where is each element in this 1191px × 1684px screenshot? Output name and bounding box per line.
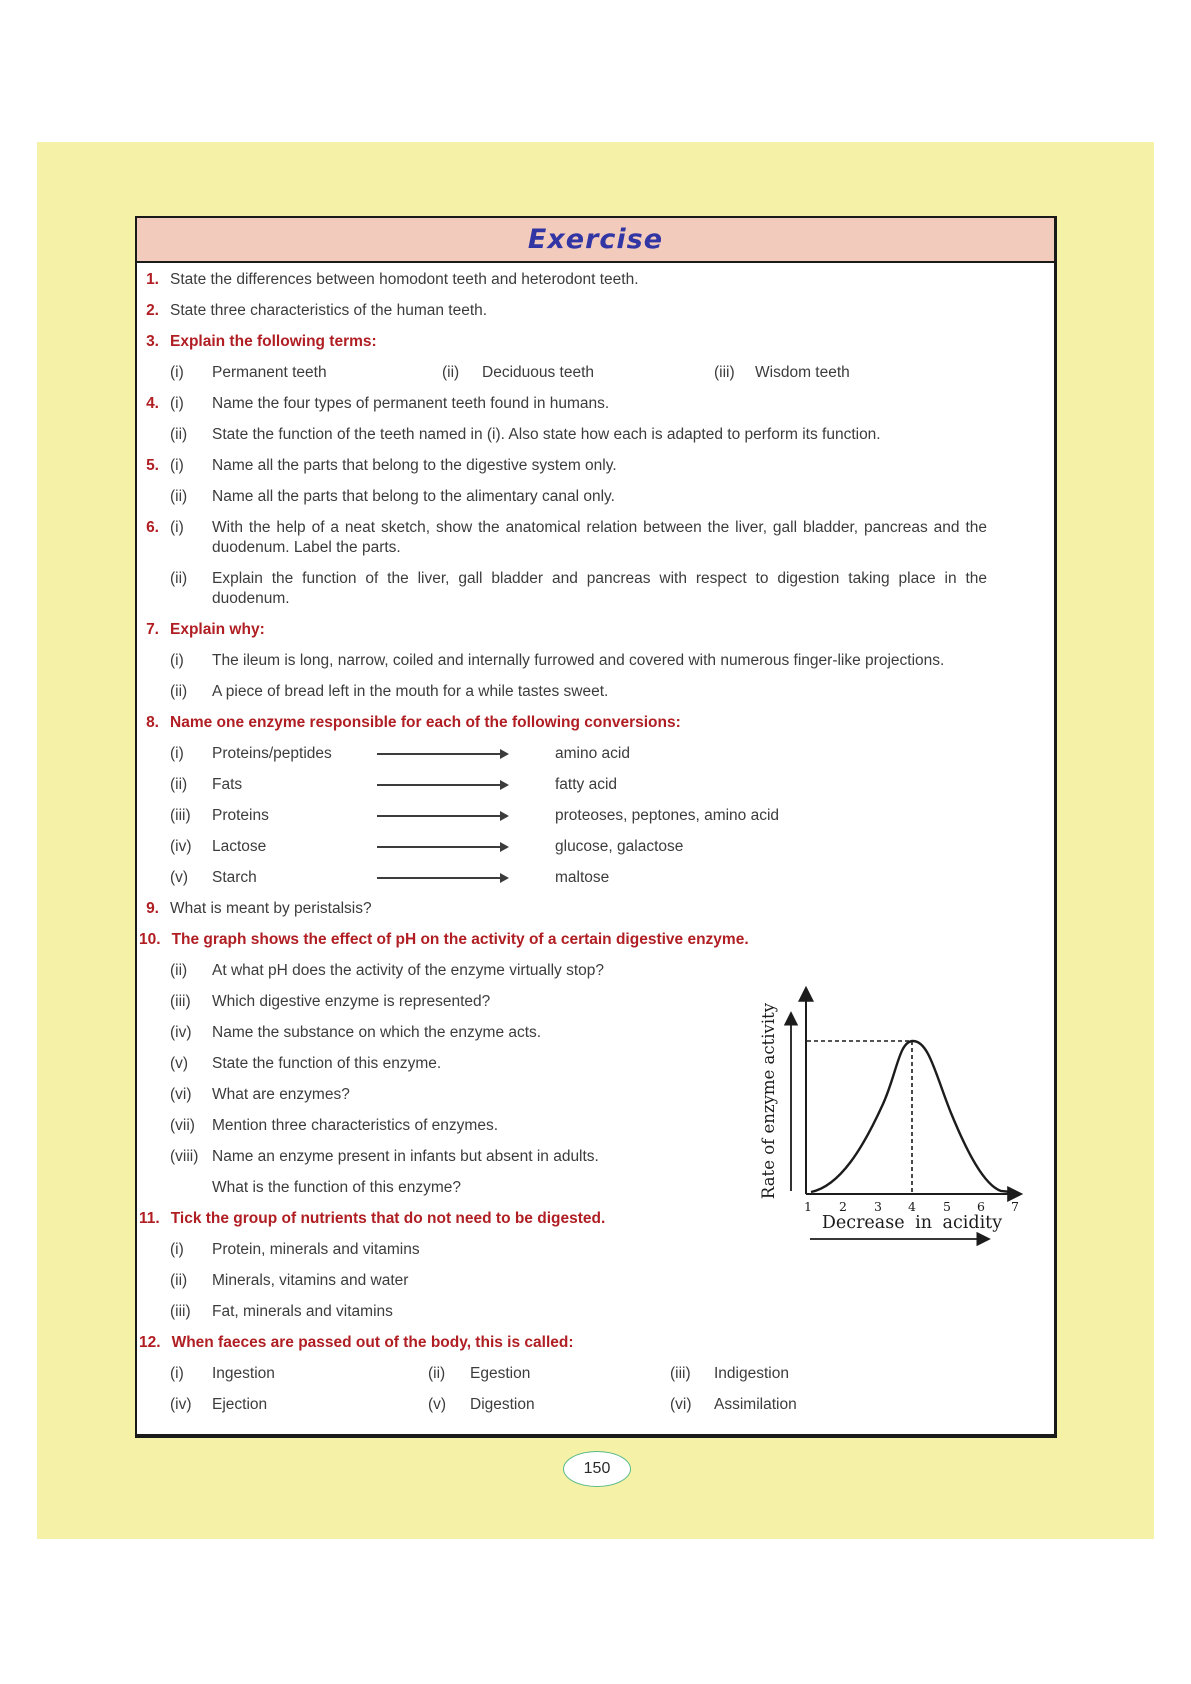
question-3	[139, 332, 1040, 352]
item-label: (i)	[170, 745, 184, 762]
option-label: (v)	[428, 1396, 447, 1413]
conversion-row-3	[139, 806, 1040, 826]
item-label: (i)	[170, 1241, 184, 1258]
question-heading: When faeces are passed out of the body, this is called:	[171, 1334, 574, 1351]
item-label: (iii)	[170, 1303, 191, 1320]
conversion-from: Proteins/peptides	[212, 745, 332, 762]
right-arrow-icon	[377, 846, 507, 848]
conversion-row-2	[139, 775, 1040, 795]
item-text: Which digestive enzyme is represented?	[212, 993, 491, 1010]
option-text: Egestion	[470, 1365, 531, 1382]
item-text: What are enzymes?	[212, 1086, 350, 1103]
conversion-row-5	[139, 868, 1040, 888]
option-label: (ii)	[428, 1365, 446, 1382]
item-text: Deciduous teeth	[482, 364, 595, 381]
question-1	[139, 270, 1040, 290]
right-arrow-icon	[377, 877, 507, 879]
question-6-item-i	[139, 518, 1040, 558]
enzyme-activity-graph	[690, 915, 1040, 1250]
question-heading: The graph shows the effect of pH on the activity of a certain digestive enzyme.	[171, 931, 749, 948]
item-text: State the function of the teeth named in (i). Also state how each is adapted to perform its function.	[212, 426, 881, 443]
question-11-option-iii	[139, 1302, 1040, 1322]
item-text: Explain the function of the liver, gall bladder and pancreas with respect to digestion taking place in the duodenum.	[212, 570, 987, 607]
item-text: Name an enzyme present in infants but absent in adults.	[212, 1148, 599, 1165]
page-number-badge	[563, 1451, 631, 1487]
question-number: 10.	[139, 931, 161, 948]
item-text: Protein, minerals and vitamins	[212, 1241, 420, 1258]
option-text: Ejection	[212, 1396, 268, 1413]
item-text: Fat, minerals and vitamins	[212, 1303, 393, 1320]
question-number: 11.	[139, 1210, 160, 1227]
y-axis-label: Rate of enzyme activity	[759, 1002, 778, 1200]
item-text: Minerals, vitamins and water	[212, 1272, 409, 1289]
option-label: (i)	[170, 1365, 184, 1382]
right-arrow-icon	[377, 753, 507, 755]
conversion-to: maltose	[555, 869, 610, 886]
question-text: State the differences between homodont teeth and heterodont teeth.	[170, 271, 639, 288]
question-8	[139, 713, 1040, 733]
item-label: (ii)	[442, 364, 460, 381]
question-heading: Tick the group of nutrients that do not need to be digested.	[170, 1210, 606, 1227]
option-label: (iii)	[670, 1365, 691, 1382]
conversion-to: proteoses, peptones, amino acid	[555, 807, 780, 824]
option-text: Assimilation	[714, 1396, 797, 1413]
activity-curve	[811, 1041, 1011, 1192]
question-4-item-ii	[139, 425, 1040, 445]
question-text: State three characteristics of the human teeth.	[170, 302, 488, 319]
item-label: (v)	[170, 1055, 189, 1072]
item-label: (i)	[170, 364, 184, 381]
conversion-row-1	[139, 744, 1040, 764]
x-tick-6: 6	[977, 1199, 985, 1214]
item-label: (ii)	[170, 683, 188, 700]
question-12-options-row-2	[139, 1395, 1040, 1415]
question-number: 5.	[146, 457, 159, 474]
item-label: (iii)	[714, 364, 735, 381]
item-text: What is the function of this enzyme?	[212, 1179, 461, 1196]
conversion-to: glucose, galactose	[555, 838, 684, 855]
option-label: (vi)	[670, 1396, 692, 1413]
x-tick-4: 4	[908, 1199, 916, 1214]
item-label: (i)	[170, 457, 184, 474]
item-label: (viii)	[170, 1148, 199, 1165]
question-heading: Explain the following terms:	[170, 333, 377, 350]
item-label: (ii)	[170, 1272, 188, 1289]
item-text: Wisdom teeth	[755, 364, 850, 381]
item-text: Name all the parts that belong to the alimentary canal only.	[212, 488, 615, 505]
conversion-row-4	[139, 837, 1040, 857]
question-number: 6.	[146, 519, 159, 536]
item-text: State the function of this enzyme.	[212, 1055, 442, 1072]
question-heading: Name one enzyme responsible for each of the following conversions:	[170, 714, 681, 731]
conversion-to: fatty acid	[555, 776, 618, 793]
option-text: Ingestion	[212, 1365, 275, 1382]
item-label: (iii)	[170, 807, 191, 824]
item-label: (ii)	[170, 776, 188, 793]
page-background	[37, 142, 1154, 1539]
conversion-from: Fats	[212, 776, 243, 793]
item-label: (iv)	[170, 838, 192, 855]
question-6-item-ii	[139, 569, 1040, 609]
conversion-to: amino acid	[555, 745, 630, 762]
question-7	[139, 620, 1040, 640]
right-arrow-icon	[377, 784, 507, 786]
question-heading: Explain why:	[170, 621, 265, 638]
exercise-header-band	[137, 218, 1054, 263]
item-label: (iv)	[170, 1024, 192, 1041]
item-text: Mention three characteristics of enzymes.	[212, 1117, 499, 1134]
item-label: (ii)	[170, 488, 188, 505]
exercise-title: Exercise	[527, 224, 664, 255]
item-text: With the help of a neat sketch, show the anatomical relation between the liver, gall bladder, pancreas and the duodenum. Label the parts.	[212, 519, 987, 556]
x-axis-label: Decrease in acidity	[821, 1213, 1003, 1233]
question-5-item-ii	[139, 487, 1040, 507]
question-number: 2.	[146, 302, 159, 319]
question-number: 3.	[146, 333, 159, 350]
option-text: Digestion	[470, 1396, 535, 1413]
question-4-item-i	[139, 394, 1040, 414]
item-text: A piece of bread left in the mouth for a while tastes sweet.	[212, 683, 609, 700]
question-text: What is meant by peristalsis?	[170, 900, 372, 917]
x-tick-5: 5	[943, 1199, 951, 1214]
x-tick-3: 3	[874, 1199, 882, 1214]
question-7-item-ii	[139, 682, 1040, 702]
conversion-from: Lactose	[212, 838, 267, 855]
item-label: (v)	[170, 869, 189, 886]
item-text: Name the substance on which the enzyme acts.	[212, 1024, 542, 1041]
item-label: (ii)	[170, 962, 188, 979]
question-number: 8.	[146, 714, 159, 731]
item-text: The ileum is long, narrow, coiled and internally furrowed and covered with numerous finger-like projections.	[212, 652, 945, 669]
question-7-item-i	[139, 651, 1040, 671]
x-tick-1: 1	[804, 1199, 812, 1214]
question-number: 12.	[139, 1334, 161, 1351]
item-label: (i)	[170, 519, 184, 536]
question-5-item-i	[139, 456, 1040, 476]
option-text: Indigestion	[714, 1365, 789, 1382]
item-label: (i)	[170, 652, 184, 669]
question-11-option-ii	[139, 1271, 1040, 1291]
item-label: (ii)	[170, 426, 188, 443]
item-label: (vii)	[170, 1117, 195, 1134]
exercise-box	[135, 216, 1057, 1438]
question-number: 1.	[146, 271, 159, 288]
item-label: (i)	[170, 395, 184, 412]
option-label: (iv)	[170, 1396, 192, 1413]
question-2	[139, 301, 1040, 321]
conversion-from: Starch	[212, 869, 257, 886]
right-arrow-icon	[377, 815, 507, 817]
question-number: 9.	[146, 900, 159, 917]
item-text: Name all the parts that belong to the digestive system only.	[212, 457, 617, 474]
page-number: 150	[583, 1460, 611, 1477]
item-text: Permanent teeth	[212, 364, 327, 381]
item-label: (ii)	[170, 570, 188, 587]
question-12-options-row-1	[139, 1364, 1040, 1384]
question-3-options	[139, 363, 1040, 383]
item-text: At what pH does the activity of the enzyme virtually stop?	[212, 962, 604, 979]
item-text: Name the four types of permanent teeth found in humans.	[212, 395, 610, 412]
item-label: (iii)	[170, 993, 191, 1010]
conversion-from: Proteins	[212, 807, 269, 824]
item-label: (vi)	[170, 1086, 192, 1103]
question-number: 4.	[146, 395, 159, 412]
x-tick-7: 7	[1011, 1199, 1019, 1214]
x-tick-2: 2	[839, 1199, 847, 1214]
question-12	[139, 1333, 1040, 1353]
question-number: 7.	[146, 621, 159, 638]
